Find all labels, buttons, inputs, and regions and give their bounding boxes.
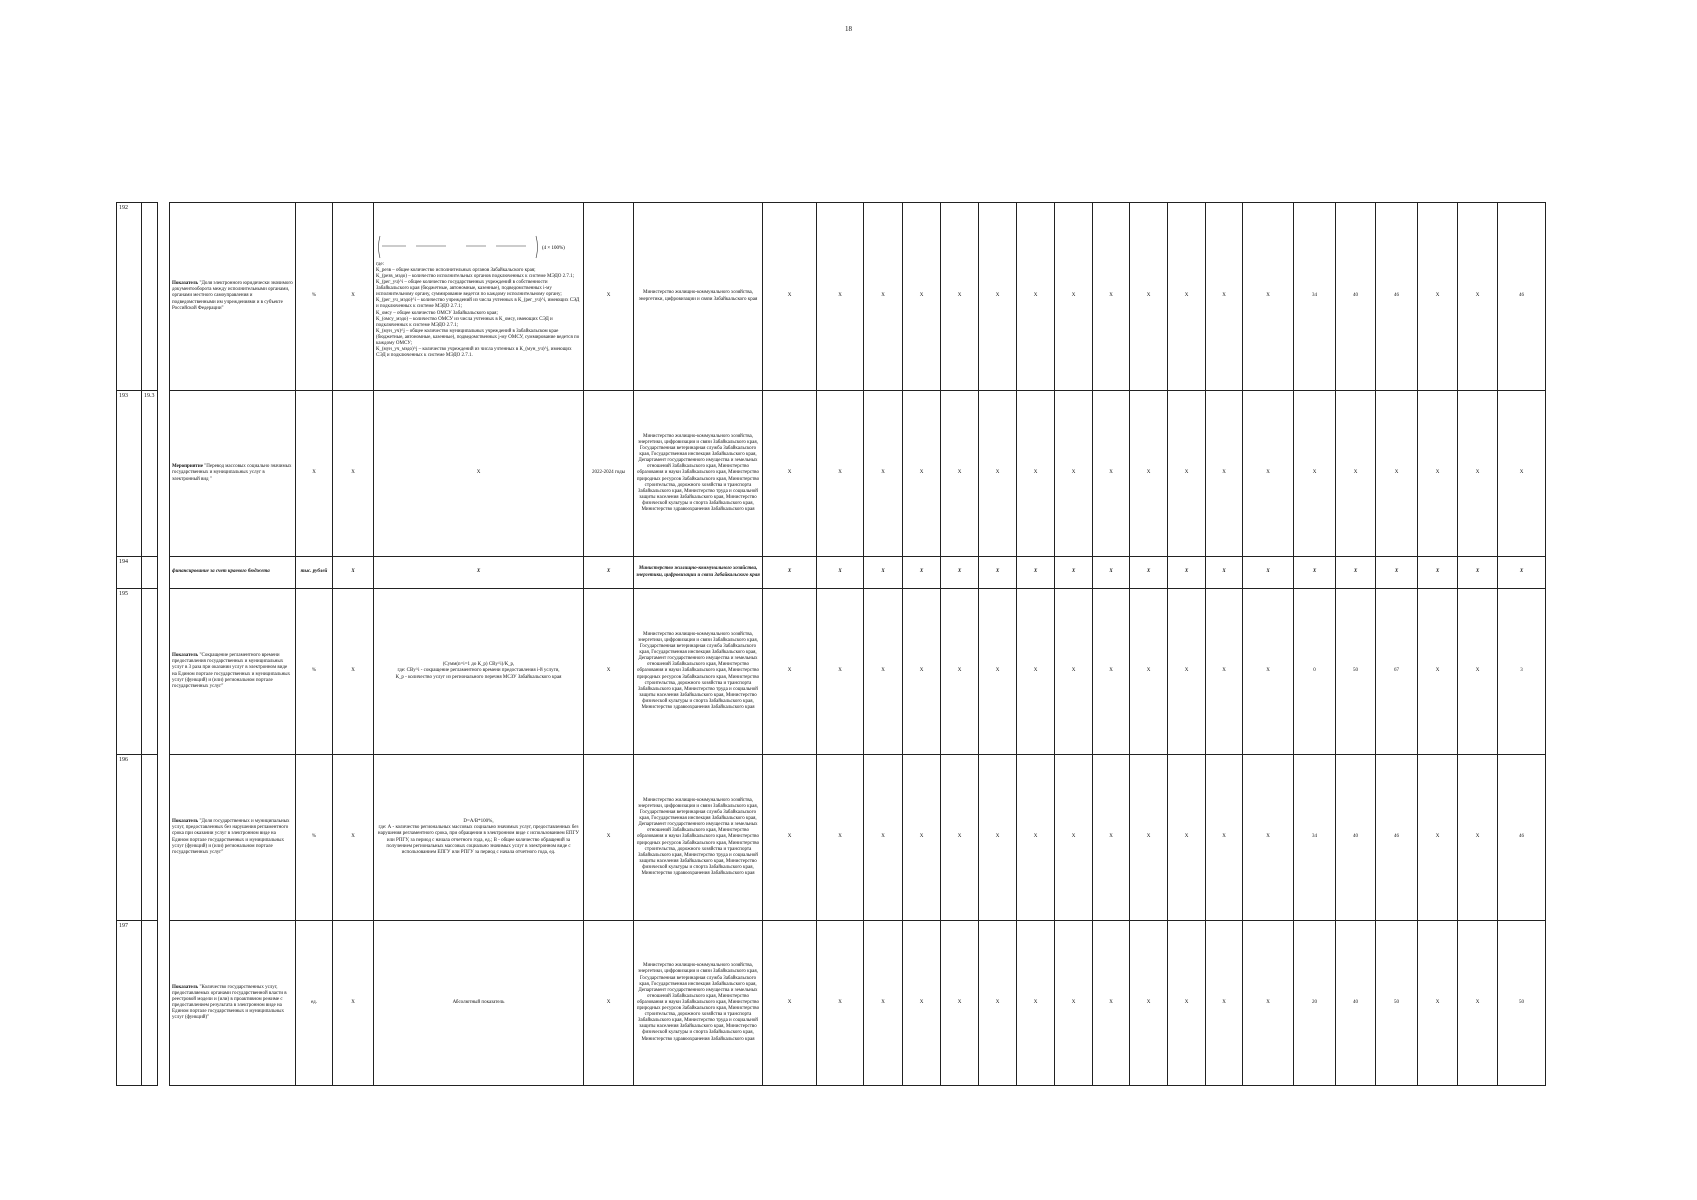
value-cell: X (903, 589, 941, 755)
value-cell: 50 (1498, 921, 1546, 1086)
term-cell: X (584, 921, 634, 1086)
mark-cell: X (333, 557, 374, 589)
value-cell: 46 (1376, 203, 1418, 391)
value-cell: X (817, 203, 864, 391)
table-row (117, 391, 1546, 557)
indicator-type: Показатель (172, 984, 199, 990)
value-cell: 20 (1294, 921, 1336, 1086)
method-text: X (476, 569, 481, 575)
value-cell: X (864, 203, 903, 391)
value-cell: X (941, 755, 979, 921)
value-cell: X (864, 391, 903, 557)
value-cell: X (1130, 557, 1168, 589)
spacer-cell (158, 203, 170, 391)
value-cell: X (864, 755, 903, 921)
table-row (117, 589, 1546, 755)
value-cell: X (1206, 203, 1243, 391)
value-cell: X (1498, 391, 1546, 557)
value-cell: X (979, 755, 1017, 921)
row-number: 197 (117, 921, 142, 1086)
value-cell: X (1055, 391, 1093, 557)
value-cell: X (817, 589, 864, 755)
value-cell: X (979, 391, 1017, 557)
mark-cell: X (333, 203, 374, 391)
value-cell: 34 (1294, 203, 1336, 391)
table-row (117, 557, 1546, 589)
value-cell: 46 (1376, 755, 1418, 921)
row-code (142, 755, 158, 921)
value-cell: X (1093, 391, 1130, 557)
value-cell: 67 (1376, 589, 1418, 755)
value-cell: X (1376, 391, 1418, 557)
value-cell: X (1130, 391, 1168, 557)
value-cell: X (1168, 921, 1206, 1086)
value-cell: X (903, 921, 941, 1086)
row-number: 192 (117, 203, 142, 391)
value-cell: X (1093, 203, 1130, 391)
unit-cell: % (296, 203, 333, 391)
mark-cell: X (333, 755, 374, 921)
indicator-name (170, 203, 296, 391)
mark-cell: X (333, 391, 374, 557)
value-cell: X (1168, 557, 1206, 589)
indicator-type: Показатель (172, 653, 199, 659)
executor-cell: Министерство жилищно-коммунального хозяйства, энергетики, цифровизации и связи Забайкальского края, Государственная ветеринарная служба Забайкальского края, Государственная инспекция Забайкальского края, Департамент государственного имущества и земельных отношений Забайкальского края, Министерство образования и науки Забайкальского края, Министерство природных ресурсов Забайкальского края, Министерство строительства, дорожного хозяйства и транспорта Забайкальского края, Министерство труда и социальной защиты населения Забайкальского края, Министерство физической культуры и спорта Забайкальского края, Министерство здравоохранения Забайкальского края (634, 589, 763, 755)
value-cell: X (941, 921, 979, 1086)
calculation-method (374, 921, 584, 1086)
mark-cell: X (333, 921, 374, 1086)
value-cell: X (903, 557, 941, 589)
value-cell: X (763, 589, 817, 755)
table-row (117, 203, 1546, 391)
value-cell: X (1017, 391, 1055, 557)
unit-cell: X (296, 391, 333, 557)
value-cell: X (864, 589, 903, 755)
value-cell: 34 (1294, 755, 1336, 921)
term-cell: 2022-2024 годы (584, 391, 634, 557)
value-cell: X (1243, 589, 1294, 755)
page-number: 18 (845, 25, 852, 33)
value-cell: X (817, 755, 864, 921)
calculation-method (374, 391, 584, 557)
indicator-text: финансирование за счет краевого бюджета (172, 569, 270, 575)
value-cell: 50 (1336, 589, 1376, 755)
indicator-name (170, 557, 296, 589)
value-cell: X (941, 589, 979, 755)
value-cell: X (1093, 557, 1130, 589)
calculation-method (374, 557, 584, 589)
spacer-cell (158, 755, 170, 921)
value-cell: X (941, 391, 979, 557)
value-cell: X (1243, 391, 1294, 557)
indicator-type: Показатель (172, 819, 199, 825)
executor-cell: Министерство жилищно-коммунального хозяйства, энергетики, цифровизации и связи Забайкальского края, Государственная ветеринарная служба Забайкальского края, Государственная инспекция Забайкальского края, Департамент государственного имущества и земельных отношений Забайкальского края, Министерство образования и науки Забайкальского края, Министерство природных ресурсов Забайкальского края, Министерство строительства, дорожного хозяйства и транспорта Забайкальского края, Министерство труда и социальной защиты населения Забайкальского края, Министерство физической культуры и спорта Забайкальского края, Министерство здравоохранения Забайкальского края (634, 921, 763, 1086)
value-cell: X (763, 557, 817, 589)
value-cell: X (1168, 589, 1206, 755)
value-cell: X (1418, 589, 1458, 755)
value-cell: X (903, 755, 941, 921)
value-cell: X (941, 203, 979, 391)
row-code (142, 203, 158, 391)
value-cell: X (817, 391, 864, 557)
value-cell: X (864, 557, 903, 589)
calculation-method (374, 589, 584, 755)
indicators-table (116, 202, 1546, 1086)
indicator-name (170, 921, 296, 1086)
value-cell: X (1017, 921, 1055, 1086)
indicator-name (170, 391, 296, 557)
term-cell: X (584, 557, 634, 589)
indicator-text: "Доля государственных и муниципальных услуг, предоставленных без нарушения регламентного срока при оказании услуг в электронном виде на Едином портале государственных и муниципальных услуг (функций) и (или) региональном портале государственных услуг" (172, 819, 290, 855)
value-cell: X (1055, 589, 1093, 755)
value-cell: X (1458, 589, 1498, 755)
value-cell: X (1206, 557, 1243, 589)
value-cell: X (763, 203, 817, 391)
executor-cell: Министерство жилищно-коммунального хозяйства, энергетики, цифровизации и связи Забайкальского края (634, 557, 763, 589)
value-cell: X (941, 557, 979, 589)
value-cell: X (763, 921, 817, 1086)
value-cell: 50 (1376, 921, 1418, 1086)
value-cell: X (1055, 755, 1093, 921)
formula-graphic (376, 234, 581, 260)
value-cell: X (1418, 557, 1458, 589)
value-cell: 40 (1336, 755, 1376, 921)
method-text: Абсолютный показатель (452, 999, 505, 1005)
row-code: 19.3 (142, 391, 158, 557)
value-cell: X (1458, 755, 1498, 921)
indicator-text: "Доля электронного юридически значимого документооборота между исполнительными органами, органами местного самоуправления и подведомственными им учреждениями и в субъекте Российской Федерации" (172, 281, 293, 311)
value-cell: X (1243, 755, 1294, 921)
value-cell: X (1168, 755, 1206, 921)
executor-cell: Министерство жилищно-коммунального хозяйства, энергетики, цифровизации и связи Забайкальского края (634, 203, 763, 391)
value-cell: X (1206, 755, 1243, 921)
term-cell: X (584, 589, 634, 755)
table-row (117, 755, 1546, 921)
table-row (117, 921, 1546, 1086)
executor-cell: Министерство жилищно-коммунального хозяйства, энергетики, цифровизации и связи Забайкальского края, Государственная ветеринарная служба Забайкальского края, Государственная инспекция Забайкальского края, Департамент государственного имущества и земельных отношений Забайкальского края, Министерство образования и науки Забайкальского края, Министерство природных ресурсов Забайкальского края, Министерство строительства, дорожного хозяйства и транспорта Забайкальского края, Министерство труда и социальной защиты населения Забайкальского края, Министерство физической культуры и спорта Забайкальского края, Министерство здравоохранения Забайкальского края (634, 755, 763, 921)
value-cell: X (1243, 557, 1294, 589)
value-cell: X (903, 391, 941, 557)
value-cell: X (763, 755, 817, 921)
formula-multiplier: (4 × 100%) (542, 245, 565, 251)
executor-cell: Министерство жилищно-коммунального хозяйства, энергетики, цифровизации и связи Забайкальского края, Государственная ветеринарная служба Забайкальского края, Государственная инспекция Забайкальского края, Департамент государственного имущества и земельных отношений Забайкальского края, Министерство образования и науки Забайкальского края, Министерство природных ресурсов Забайкальского края, Министерство строительства, дорожного хозяйства и транспорта Забайкальского края, Министерство труда и социальной защиты населения Забайкальского края, Министерство физической культуры и спорта Забайкальского края, Министерство здравоохранения Забайкальского края (634, 391, 763, 557)
indicator-type: Мероприятие (172, 464, 203, 470)
value-cell: X (1206, 589, 1243, 755)
value-cell: X (1206, 391, 1243, 557)
unit-cell: % (296, 755, 333, 921)
spacer-cell (158, 391, 170, 557)
value-cell: X (1130, 589, 1168, 755)
row-code (142, 557, 158, 589)
unit-cell: тыс. рублей (296, 557, 333, 589)
term-cell: X (584, 755, 634, 921)
value-cell: 3 (1498, 589, 1546, 755)
spacer-cell (158, 921, 170, 1086)
value-cell: X (1093, 755, 1130, 921)
indicator-text: "Количество государственных услуг, предоставляемых органами государственной власти в реестровой модели и (или) в проактивном режиме с предоставлением результата в электронном виде на Едином портале государственных и муниципальных услуг (функций)" (172, 984, 287, 1021)
value-cell: X (979, 557, 1017, 589)
value-cell: X (1017, 203, 1055, 391)
value-cell: X (1294, 391, 1336, 557)
value-cell: X (1498, 557, 1546, 589)
row-number: 193 (117, 391, 142, 557)
value-cell: X (979, 203, 1017, 391)
value-cell: X (1093, 589, 1130, 755)
row-code (142, 921, 158, 1086)
value-cell: X (1294, 557, 1336, 589)
value-cell: X (1418, 755, 1458, 921)
value-cell: X (1130, 921, 1168, 1086)
value-cell: X (1418, 203, 1458, 391)
value-cell: X (1130, 203, 1168, 391)
value-cell: X (1243, 203, 1294, 391)
value-cell: X (1055, 921, 1093, 1086)
calculation-method (374, 203, 584, 391)
value-cell: X (817, 557, 864, 589)
value-cell: X (979, 589, 1017, 755)
mark-cell: X (333, 589, 374, 755)
value-cell: X (1168, 391, 1206, 557)
value-cell: X (1458, 557, 1498, 589)
value-cell: X (1418, 391, 1458, 557)
value-cell: X (1376, 557, 1418, 589)
value-cell: X (1017, 589, 1055, 755)
unit-cell: ед. (296, 921, 333, 1086)
value-cell: X (1055, 557, 1093, 589)
value-cell: X (1458, 203, 1498, 391)
value-cell: 40 (1336, 203, 1376, 391)
value-cell: X (1336, 391, 1376, 557)
unit-cell: % (296, 589, 333, 755)
value-cell: X (1336, 557, 1376, 589)
value-cell: X (1017, 557, 1055, 589)
value-cell: 40 (1336, 921, 1376, 1086)
value-cell: X (903, 203, 941, 391)
value-cell: 46 (1498, 755, 1546, 921)
value-cell: X (1055, 203, 1093, 391)
value-cell: X (817, 921, 864, 1086)
spacer-cell (158, 557, 170, 589)
value-cell: X (1458, 391, 1498, 557)
term-cell: X (584, 203, 634, 391)
value-cell: X (1243, 921, 1294, 1086)
value-cell: X (1206, 921, 1243, 1086)
value-cell: X (1168, 203, 1206, 391)
value-cell: X (1017, 755, 1055, 921)
method-text: где: К_резв – общее количество исполнительных органов Забайкальского края; К_(резв_мэдо) – количество исполнительных органов подключенных к системе МЭДО 2.7.1; К_(рег_уч)^i – общее количество государственных учреждений в собственности Забайкальского края (бюджетные, автономные, казенные), подведомственных i-му исполнительному органу, суммирование ведется по каждому исполнительному органу; К_(рег_уч_мэдо)^i – количество учреждений из числа учтенных в К_(рег_уч)^i, имеющих СЭД и подключенных к системе МЭДО 2.7.1; К_омсу – общее количество ОМСУ Забайкальского края; К_(омсу_мэдо) – количество ОМСУ из числа учтенных в К_омсу, имеющих СЭД и подключенных к системе МЭДО 2.7.1; К_(мун_уч)^j – общее количество муниципальных учреждений в Забайкальском крае (бюджетные, автономные, казенные), подведомственных j-му ОМСУ, суммирование ведется по каждому ОМСУ; К_(мун_уч_мэдо)^j – количество учреждений из числа учтенных в К_(мун_уч)^j, имеющих СЭД и подключенных к системе МЭДО 2.7.1. (376, 261, 580, 359)
value-cell: X (1130, 755, 1168, 921)
indicator-text: "Перевод массовых социально значимых государственных и муниципальных услуг в электронный вид " (172, 464, 292, 482)
value-cell: X (1458, 921, 1498, 1086)
row-number: 194 (117, 557, 142, 589)
value-cell: 0 (1294, 589, 1336, 755)
value-cell: X (1093, 921, 1130, 1086)
value-cell: X (864, 921, 903, 1086)
spacer-cell (158, 589, 170, 755)
method-text: D=A/B*100%, где: А - количество региональных массовых социально значимых услуг, предоставленных без нарушения регламентного срока, при обращении в электронном виде с использованием ЕПГУ или РПГУ, за период с начала отчетного года, ед.; В - общее количество обращений за получением региональных массовых социально значимых услуг в электронном виде с использованием ЕПГУ или РПГУ за период с начала отчетного года, ед. (377, 819, 580, 855)
indicator-name (170, 589, 296, 755)
row-number: 195 (117, 589, 142, 755)
calculation-method (374, 755, 584, 921)
indicator-type: Показатель (172, 281, 199, 287)
indicator-text: "Сокращение регламентного времени предоставления государственных и муниципальных услуг в 3 раза при оказании услуг в электронном виде на Едином портале государственных и муниципальных услуг (функций) и (или) региональном портале государственных услуг" (172, 653, 291, 689)
value-cell: X (763, 391, 817, 557)
value-cell: X (979, 921, 1017, 1086)
method-text: X (476, 470, 481, 476)
indicator-name (170, 755, 296, 921)
value-cell: 46 (1498, 203, 1546, 391)
value-cell: X (1418, 921, 1458, 1086)
method-text: (Сумм(n=i=1 до К_р) СВу^i)/К_р, где: СВу^i - сокращение регламентного времени предоставления i-й услуги, К_р - количество услуг из регионального перечня МСЗУ Забайкальского края (395, 662, 562, 680)
row-number: 196 (117, 755, 142, 921)
row-code (142, 589, 158, 755)
